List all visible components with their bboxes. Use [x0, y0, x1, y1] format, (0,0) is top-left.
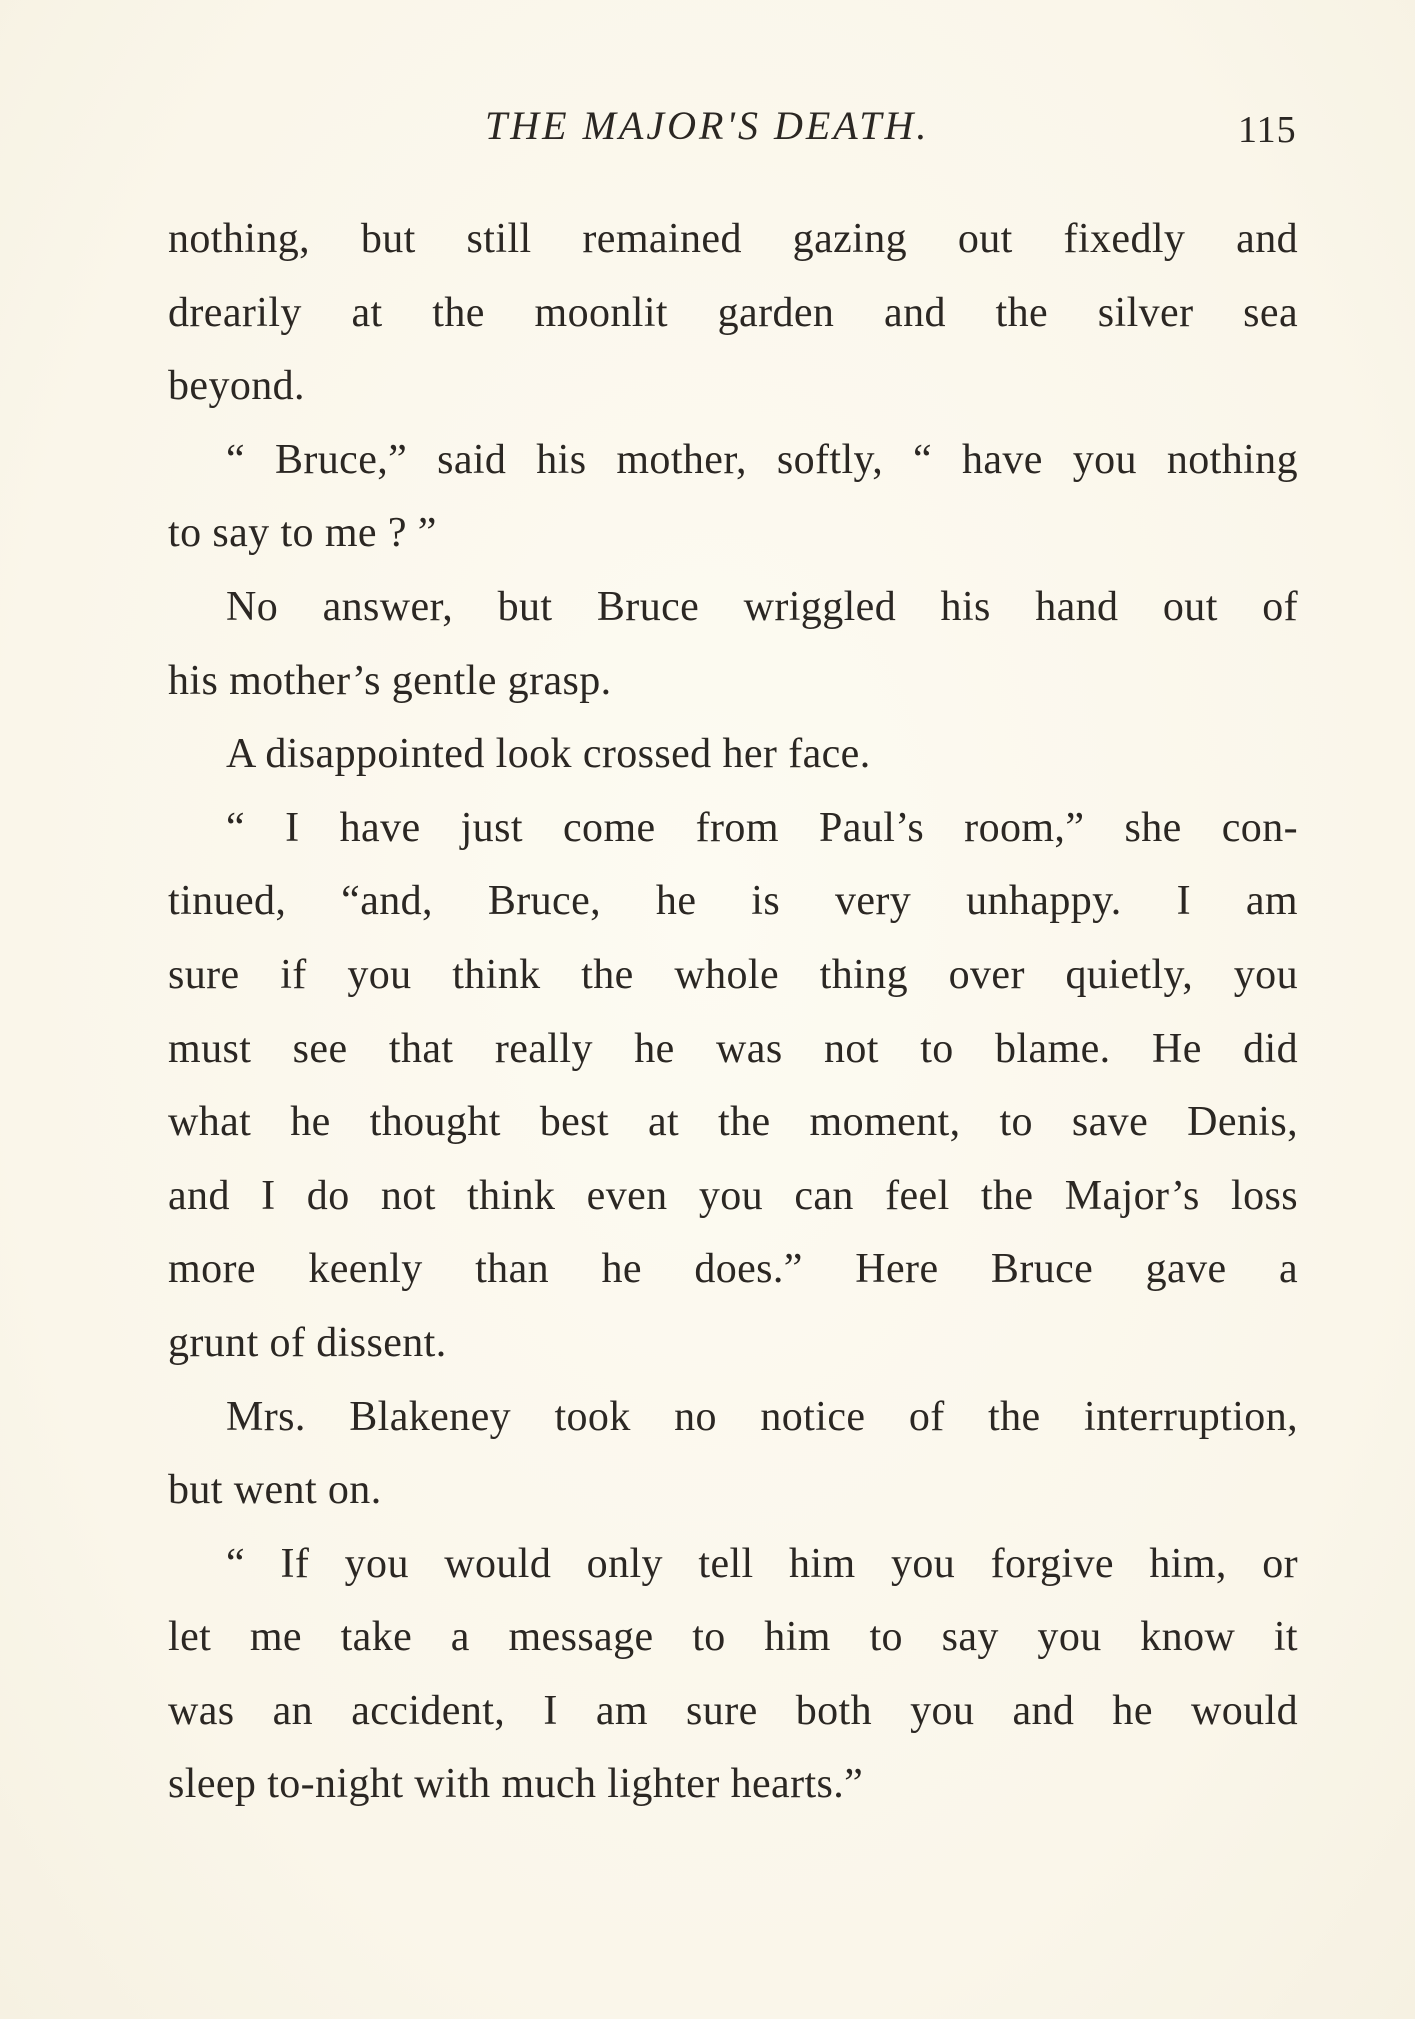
text-line: “ Bruce,” said his mother, softly, “ have you nothing [226, 436, 1298, 483]
text-line: and I do not think even you can feel the Major’s loss [168, 1172, 1298, 1219]
text-line: “ I have just come from Paul’s room,” she con- [226, 804, 1298, 851]
page-number: 115 [1238, 109, 1297, 151]
text-line: let me take a message to him to say you know it [168, 1614, 1298, 1661]
text-line: “ If you would only tell him you forgive him, or [226, 1540, 1298, 1587]
body-text [168, 203, 1298, 1822]
text-line: was an accident, I am sure both you and he would [168, 1687, 1298, 1734]
text-line: but went on. [168, 1467, 382, 1514]
text-line: must see that really he was not to blame. He did [168, 1025, 1298, 1072]
text-line: tinued, “and, Bruce, he is very unhappy. I am [168, 878, 1298, 925]
text-line: sleep to-night with much lighter hearts.” [168, 1761, 864, 1808]
text-line: beyond. [168, 363, 305, 410]
text-line: No answer, but Bruce wriggled his hand out of [226, 583, 1298, 630]
text-line: grunt of dissent. [168, 1319, 447, 1366]
text-line: his mother’s gentle grasp. [168, 657, 612, 704]
text-line: more keenly than he does.” Here Bruce gave a [168, 1246, 1298, 1293]
running-title: THE MAJOR'S DEATH. [485, 103, 930, 148]
running-head [0, 96, 1415, 156]
text-line: drearily at the moonlit garden and the silver sea [168, 289, 1298, 336]
text-line: sure if you think the whole thing over quietly, you [168, 951, 1298, 998]
text-line: nothing, but still remained gazing out fixedly and [168, 216, 1298, 262]
text-line: Mrs. Blakeney took no notice of the interruption, [226, 1393, 1298, 1440]
text-line: what he thought best at the moment, to save Denis, [168, 1099, 1298, 1146]
text-line: to say to me ? ” [168, 510, 437, 557]
text-line: A disappointed look crossed her face. [226, 731, 871, 778]
